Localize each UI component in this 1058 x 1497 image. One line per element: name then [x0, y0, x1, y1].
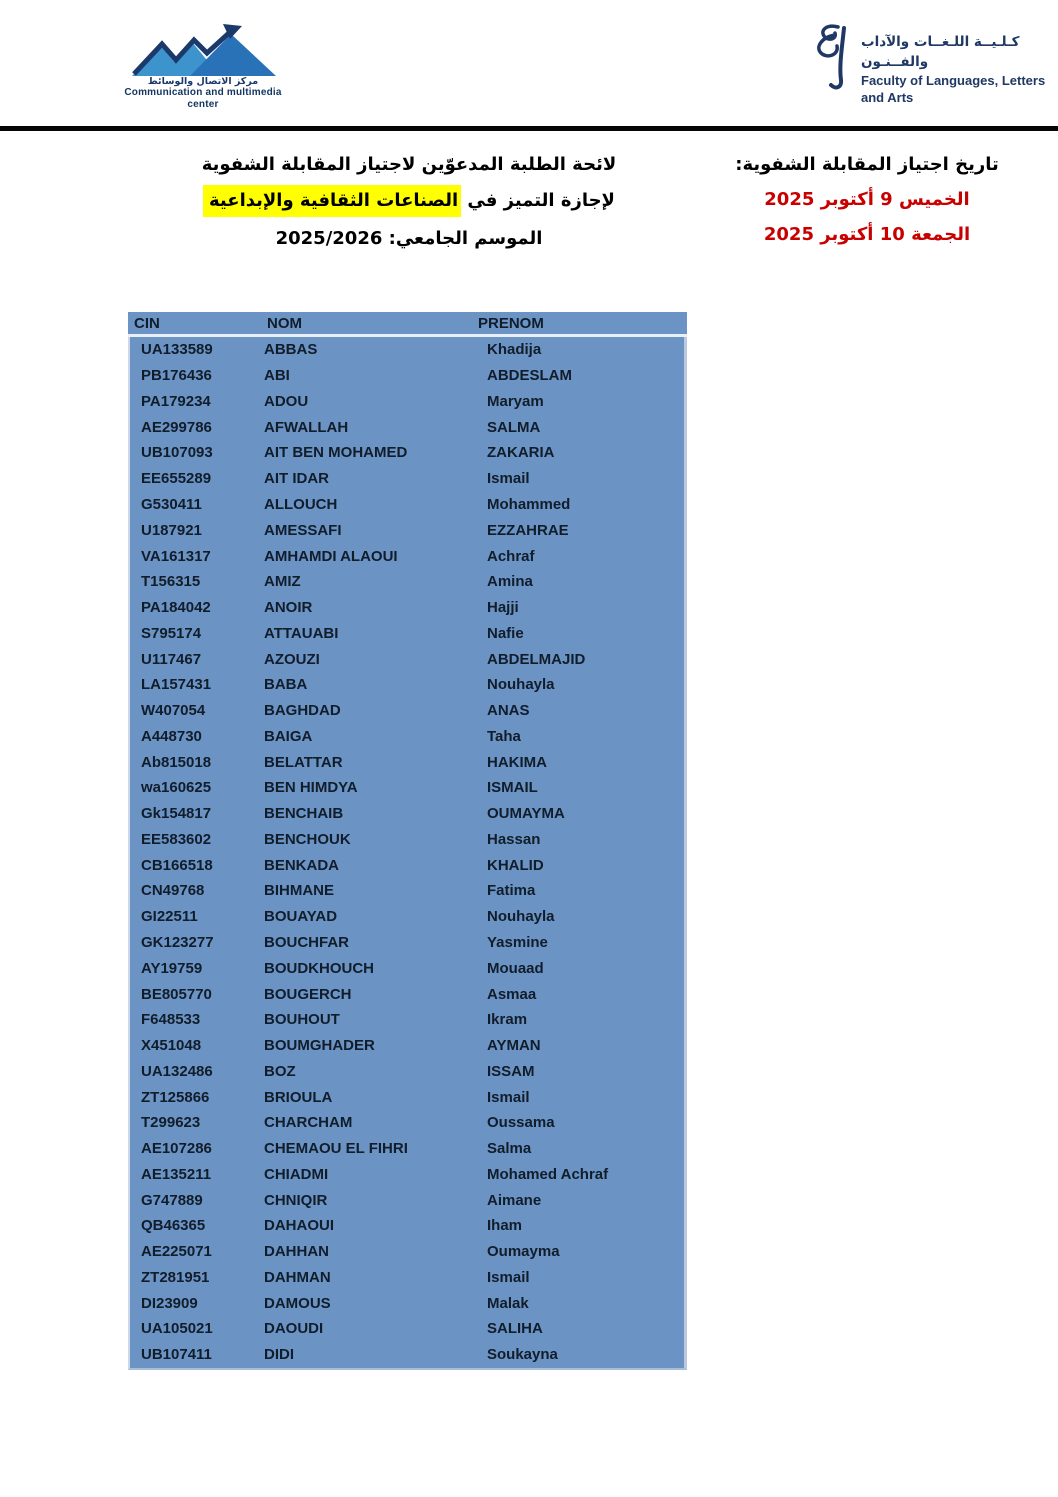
cell-cin: G530411 — [141, 495, 202, 513]
table-row — [130, 1213, 684, 1239]
interview-dates — [688, 152, 1046, 248]
cell-cin: Gk154817 — [141, 805, 212, 823]
cell-prenom: Khadija — [487, 341, 542, 359]
cell-cin: Ab815018 — [141, 753, 212, 771]
cell-nom: BOUAYAD — [264, 908, 338, 926]
title-line-1: لائحة الطلبة المدعوّين لاجتياز المقابلة الشفوية — [201, 154, 617, 175]
table-header-row — [128, 312, 687, 337]
cell-nom: AIT IDAR — [264, 470, 329, 488]
cell-prenom: Yasmine — [487, 933, 548, 951]
table-row — [130, 930, 684, 956]
cmc-logo — [112, 24, 294, 111]
table-row — [130, 1110, 684, 1136]
cell-prenom: Iham — [487, 1217, 523, 1235]
cell-nom: DAOUDI — [264, 1320, 324, 1338]
cell-cin: PA184042 — [141, 599, 211, 617]
cell-nom: DAMOUS — [264, 1294, 331, 1312]
dates-heading: تاريخ اجتياز المقابلة الشفوية: — [735, 154, 999, 175]
title-line-3-academic-year: الموسم الجامعي: 2025/2026 — [275, 228, 543, 249]
cell-prenom: ISSAM — [487, 1062, 535, 1080]
table-body — [128, 337, 687, 1370]
cell-nom: AMHAMDI ALAOUI — [264, 547, 398, 565]
table-row — [130, 672, 684, 698]
cell-prenom: OUMAYMA — [487, 805, 565, 823]
cell-prenom: Oumayma — [487, 1243, 560, 1261]
cell-prenom: Mohammed — [487, 495, 571, 513]
cell-cin: U117467 — [141, 650, 202, 668]
cell-cin: UB107093 — [141, 444, 213, 462]
table-row — [130, 646, 684, 672]
cell-nom: BOUHOUT — [264, 1011, 340, 1029]
cell-prenom: Mohamed Achraf — [487, 1165, 609, 1183]
cell-cin: UB107411 — [141, 1346, 212, 1364]
cell-cin: BE805770 — [141, 985, 212, 1003]
cell-prenom: Hajji — [487, 599, 519, 617]
cell-cin: AE225071 — [141, 1243, 212, 1261]
cell-cin: U187921 — [141, 521, 202, 539]
cell-cin: UA133589 — [141, 341, 213, 359]
cell-nom: ATTAUABI — [264, 624, 339, 642]
cell-cin: GI22511 — [141, 908, 198, 926]
cell-prenom: Nafie — [487, 624, 524, 642]
faculty-logo-english-line2: and Arts — [861, 90, 914, 105]
cell-prenom: EZZAHRAE — [487, 521, 569, 539]
cell-cin: wa160625 — [141, 779, 212, 797]
cell-cin: PB176436 — [141, 367, 212, 385]
cell-prenom: Achraf — [487, 547, 535, 565]
table-row — [130, 1239, 684, 1265]
cell-nom: DIDI — [264, 1346, 294, 1364]
cell-prenom: Salma — [487, 1140, 532, 1158]
cell-nom: DAHHAN — [264, 1243, 329, 1261]
table-row — [130, 1342, 684, 1368]
cell-prenom: SALMA — [487, 418, 541, 436]
cell-cin: GK123277 — [141, 933, 214, 951]
cell-nom: BIHMANE — [264, 882, 334, 900]
cell-cin: EE583602 — [141, 830, 212, 848]
title-line-2-highlighted: الصناعات الثقافية والإبداعية — [203, 185, 461, 217]
cell-prenom: Oussama — [487, 1114, 555, 1132]
cell-nom: BRIOULA — [264, 1088, 333, 1106]
cell-nom: DAHAOUI — [264, 1217, 334, 1235]
cell-cin: T299623 — [141, 1114, 201, 1132]
table-row — [130, 389, 684, 415]
table-row — [130, 749, 684, 775]
cell-nom: AIT BEN MOHAMED — [264, 444, 408, 462]
table-row — [130, 337, 684, 363]
title-line-2 — [176, 188, 642, 214]
cell-cin: ZT125866 — [141, 1088, 210, 1106]
cell-nom: AMIZ — [264, 573, 301, 591]
cell-cin: UA132486 — [141, 1062, 213, 1080]
column-header-prenom: PRENOM — [478, 314, 544, 332]
table-row — [130, 1058, 684, 1084]
cell-prenom: ABDESLAM — [487, 367, 572, 385]
date-thursday: الخميس 9 أكتوبر 2025 — [764, 189, 970, 210]
table-row — [130, 1136, 684, 1162]
cell-nom: ALLOUCH — [264, 495, 338, 513]
faculty-logo-english-line1: Faculty of Languages, Letters — [861, 73, 1046, 88]
cell-cin: UA105021 — [141, 1320, 213, 1338]
table-row — [130, 492, 684, 518]
cell-prenom: ANAS — [487, 702, 530, 720]
cell-nom: BOUDKHOUCH — [264, 959, 374, 977]
cell-cin: T156315 — [141, 573, 201, 591]
cell-nom: CHARCHAM — [264, 1114, 353, 1132]
table-row — [130, 955, 684, 981]
table-row — [130, 801, 684, 827]
cell-prenom: ABDELMAJID — [487, 650, 586, 668]
cell-nom: BOUGERCH — [264, 985, 352, 1003]
cell-nom: DAHMAN — [264, 1268, 331, 1286]
cell-prenom: AYMAN — [487, 1037, 541, 1055]
cell-nom: BOZ — [264, 1062, 296, 1080]
cell-nom: BAIGA — [264, 727, 313, 745]
table-row — [130, 852, 684, 878]
cell-nom: BENKADA — [264, 856, 339, 874]
cell-nom: BAGHDAD — [264, 702, 341, 720]
table-row — [130, 1290, 684, 1316]
students-table — [128, 312, 687, 1370]
table-row — [130, 981, 684, 1007]
cell-prenom: ZAKARIA — [487, 444, 555, 462]
table-row — [130, 775, 684, 801]
cell-nom: BENCHAIB — [264, 805, 344, 823]
cell-nom: CHEMAOU EL FIHRI — [264, 1140, 408, 1158]
cell-cin: AY19759 — [141, 959, 203, 977]
cell-prenom: Hassan — [487, 830, 541, 848]
cell-cin: AE107286 — [141, 1140, 212, 1158]
cell-nom: AFWALLAH — [264, 418, 349, 436]
faculty-logo — [812, 22, 1058, 106]
cell-cin: A448730 — [141, 727, 202, 745]
faculty-logo-arabic-name: كـلـيــة اللـغــات والآداب والفــنـون — [861, 34, 1020, 70]
cmc-logo-arabic-name: مركز الاتصال والوسائط — [147, 76, 259, 87]
cmc-logo-english-name: Communication and multimedia center — [124, 87, 282, 110]
cell-cin: CN49768 — [141, 882, 205, 900]
cell-prenom: Nouhayla — [487, 908, 555, 926]
cell-cin: AE135211 — [141, 1165, 212, 1183]
cell-nom: ANOIR — [264, 599, 313, 617]
cell-prenom: ISMAIL — [487, 779, 538, 797]
cell-prenom: Ikram — [487, 1011, 528, 1029]
cell-prenom: Mouaad — [487, 959, 544, 977]
cell-prenom: Fatima — [487, 882, 536, 900]
cell-prenom: KHALID — [487, 856, 544, 874]
cell-cin: PA179234 — [141, 392, 211, 410]
table-row — [130, 1316, 684, 1342]
table-row — [130, 466, 684, 492]
cell-prenom: Asmaa — [487, 985, 537, 1003]
table-row — [130, 1162, 684, 1188]
horizontal-divider — [0, 126, 1058, 131]
announcement-title — [176, 152, 642, 252]
cell-cin: W407054 — [141, 702, 206, 720]
cell-nom: ABBAS — [264, 341, 318, 359]
cell-nom: BENCHOUK — [264, 830, 351, 848]
cell-prenom: Nouhayla — [487, 676, 555, 694]
table-row — [130, 414, 684, 440]
table-row — [130, 723, 684, 749]
table-row — [130, 827, 684, 853]
cell-prenom: Soukayna — [487, 1346, 558, 1364]
cell-nom: CHNIQIR — [264, 1191, 328, 1209]
table-row — [130, 1007, 684, 1033]
cell-nom: BOUMGHADER — [264, 1037, 375, 1055]
cell-prenom: Maryam — [487, 392, 544, 410]
table-row — [130, 698, 684, 724]
table-row — [130, 569, 684, 595]
cell-cin: QB46365 — [141, 1217, 206, 1235]
table-row — [130, 363, 684, 389]
cell-nom: AZOUZI — [264, 650, 320, 668]
cell-nom: ABI — [264, 367, 290, 385]
table-row — [130, 1033, 684, 1059]
cell-cin: ZT281951 — [141, 1268, 210, 1286]
cell-nom: BEN HIMDYA — [264, 779, 358, 797]
cell-cin: LA157431 — [141, 676, 212, 694]
cell-nom: BABA — [264, 676, 308, 694]
cell-prenom: HAKIMA — [487, 753, 547, 771]
cell-cin: G747889 — [141, 1191, 203, 1209]
cell-cin: AE299786 — [141, 418, 212, 436]
cell-nom: AMESSAFI — [264, 521, 342, 539]
cell-nom: BELATTAR — [264, 753, 343, 771]
cell-cin: VA161317 — [141, 547, 211, 565]
cell-cin: X451048 — [141, 1037, 202, 1055]
table-row — [130, 620, 684, 646]
cell-cin: EE655289 — [141, 470, 212, 488]
cell-nom: ADOU — [264, 392, 309, 410]
column-header-cin: CIN — [134, 314, 160, 332]
table-row — [130, 878, 684, 904]
cell-prenom: Ismail — [487, 1088, 530, 1106]
cell-prenom: Ismail — [487, 470, 530, 488]
cell-prenom: Taha — [487, 727, 521, 745]
cell-cin: DI23909 — [141, 1294, 198, 1312]
cell-nom: CHIADMI — [264, 1165, 329, 1183]
cell-prenom: Amina — [487, 573, 533, 591]
cell-cin: S795174 — [141, 624, 202, 642]
column-header-nom: NOM — [267, 314, 302, 332]
cell-prenom: Ismail — [487, 1268, 530, 1286]
table-row — [130, 517, 684, 543]
table-row — [130, 440, 684, 466]
cell-prenom: SALIHA — [487, 1320, 543, 1338]
table-row — [130, 1084, 684, 1110]
faculty-calligraphy-logo-icon — [812, 22, 852, 97]
cell-cin: F648533 — [141, 1011, 201, 1029]
cell-nom: BOUCHFAR — [264, 933, 349, 951]
table-row — [130, 595, 684, 621]
cell-prenom: Malak — [487, 1294, 529, 1312]
table-row — [130, 543, 684, 569]
date-friday: الجمعة 10 أكتوبر 2025 — [763, 224, 971, 245]
cell-cin: CB166518 — [141, 856, 213, 874]
title-line-2-prefix: لإجازة التميز في — [461, 190, 615, 211]
table-row — [130, 904, 684, 930]
cell-prenom: Aimane — [487, 1191, 542, 1209]
table-row — [130, 1187, 684, 1213]
mountains-arrow-logo-icon — [112, 24, 294, 76]
table-row — [130, 1265, 684, 1291]
